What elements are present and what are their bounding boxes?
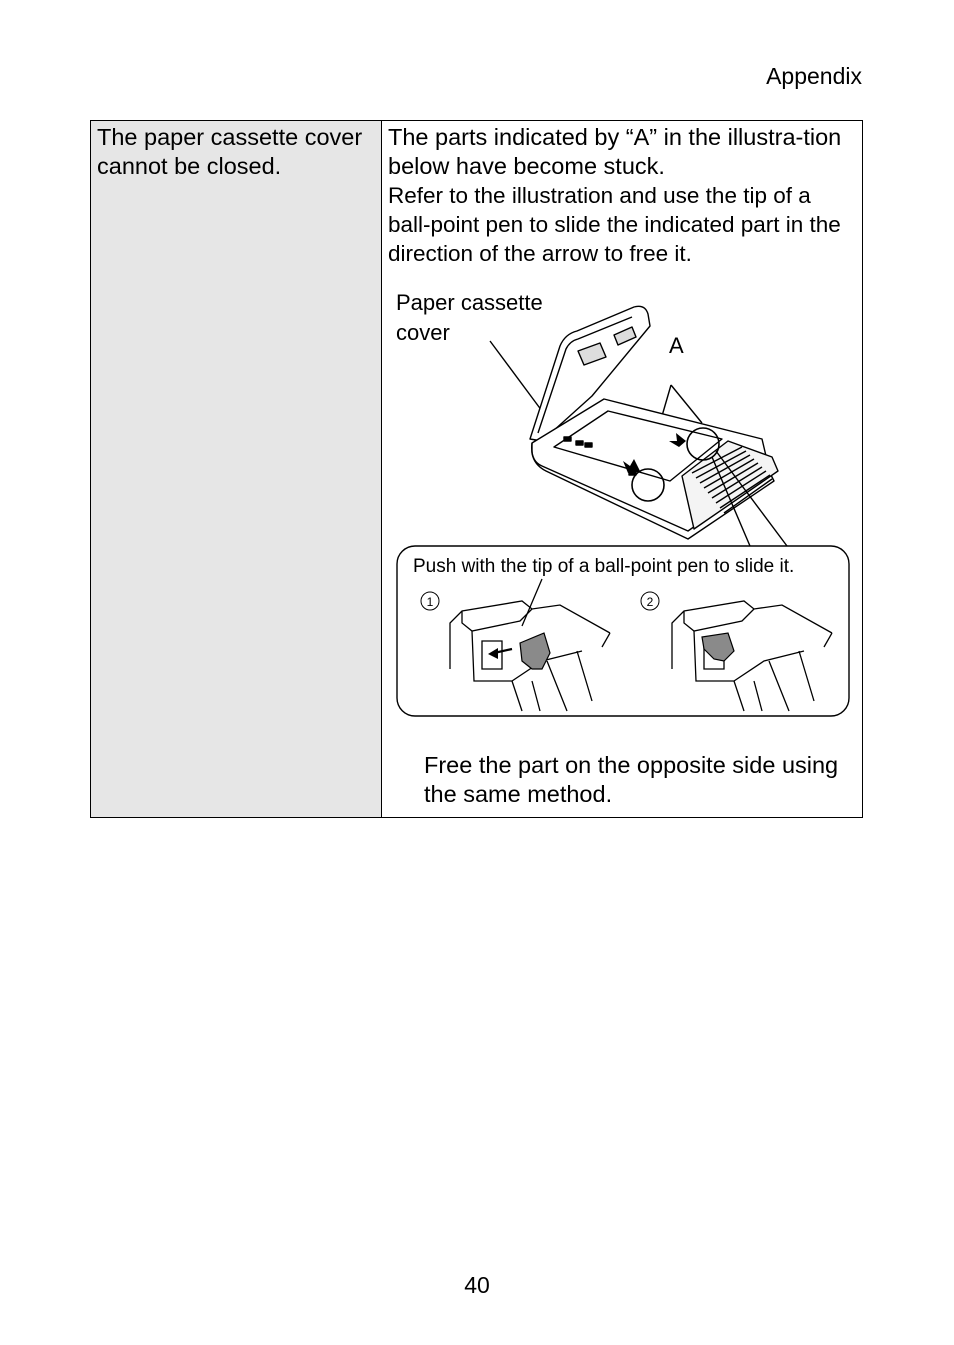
section-header: Appendix (766, 63, 862, 89)
cassette-device (530, 306, 778, 539)
step-2-number: 2 (646, 595, 654, 609)
solution-cell (382, 121, 862, 817)
solution-text-1: The parts indicated by “A” in the illustra-tion below have become stuck. (388, 124, 842, 179)
problem-text: The paper cassette cover cannot be closed. (97, 124, 363, 179)
page-number: 40 (464, 1272, 490, 1298)
part-a-label: A (669, 333, 684, 358)
step-1-number: 1 (426, 595, 434, 609)
solution-text-2: Refer to the illustration and use the tip of a ball-point pen to slide the indicated part in the direction of the arrow to free it. (388, 183, 841, 266)
troubleshooting-table (90, 120, 863, 818)
callout-box (397, 546, 849, 716)
cover-label-line2: cover (396, 320, 450, 345)
cassette-illustration (382, 121, 862, 817)
problem-cell (91, 121, 382, 817)
callout-text: Push with the tip of a ball-point pen to slide it. (413, 556, 795, 577)
cover-label-line1: Paper cassette (396, 290, 543, 315)
opposite-side-note: Free the part on the opposite side using the same method. (424, 752, 839, 807)
